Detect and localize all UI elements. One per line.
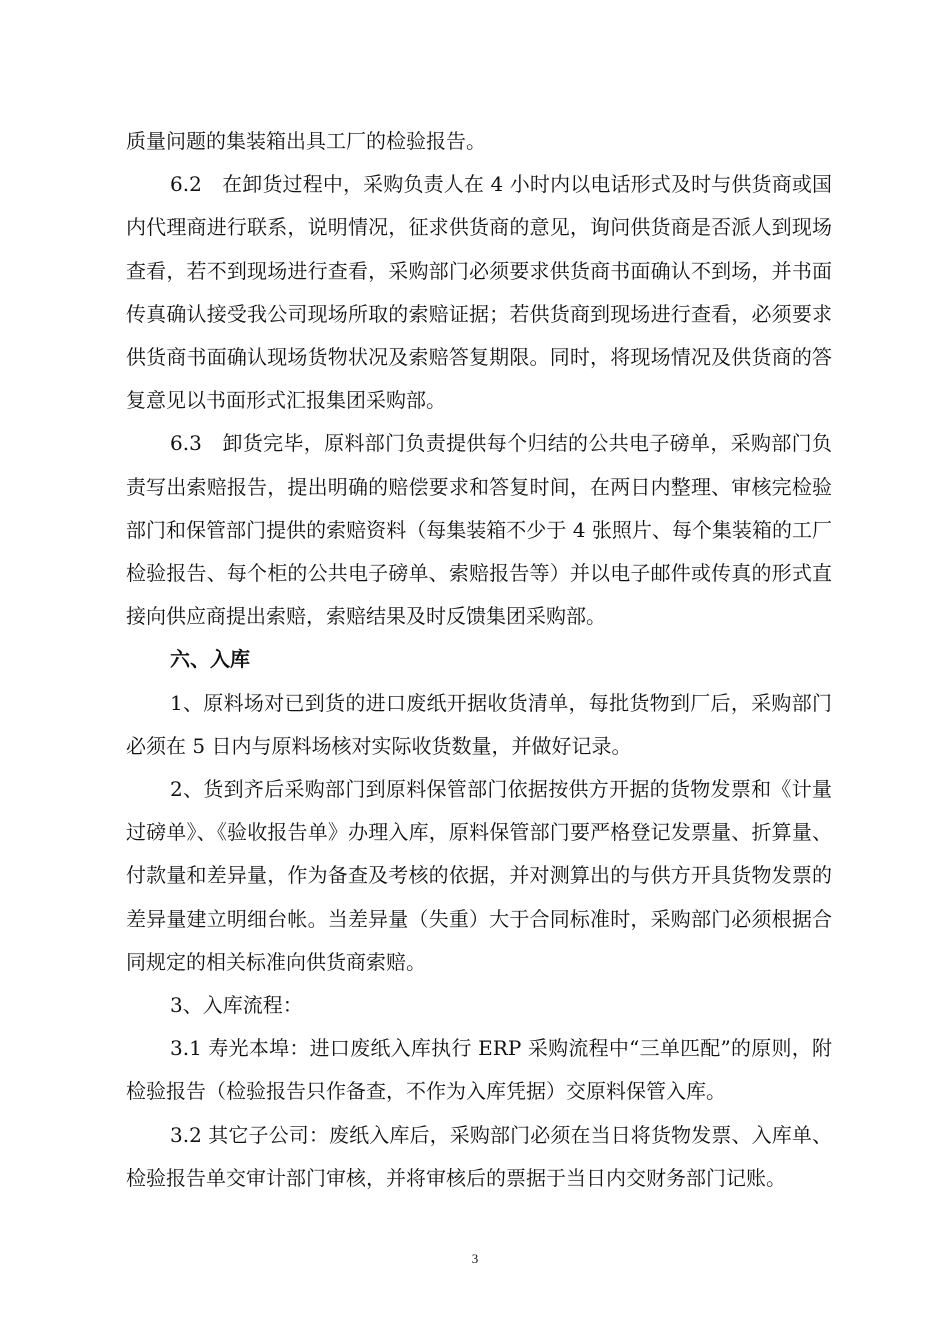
document-body — [126, 120, 832, 1200]
paragraph-item-3-2: 3.2 其它子公司：废纸入库后，采购部门必须在当日将货物发票、入库单、检验报告单交审计部门审核，并将审核后的票据于当日内交财务部门记账。 — [126, 1122, 832, 1190]
section-heading-warehousing: 六、入库 — [170, 647, 250, 672]
paragraph-item-1: 1、原料场对已到货的进口废纸开据收货清单，每批货物到厂后，采购部门必须在 5 日内与原料场核对实际收货数量，并做好记录。 — [126, 690, 832, 758]
page-number: 3 — [471, 1251, 479, 1266]
paragraph-item-2: 2、货到齐后采购部门到原料保管部门依据按供方开据的货物发票和《计量过磅单》、《验收报告单》办理入库，原料保管部门要严格登记发票量、折算量、付款量和差异量，作为备查及考核的依据，并对测算出的与供方开具货物发票的差异量建立明细台帐。当差异量（失重）大于合同标准时，采购部门必须根据合同规定的相关标准向供货商索赔。 — [126, 777, 832, 974]
paragraph-6-2: 6.2 在卸货过程中，采购负责人在 4 小时内以电话形式及时与供货商或国内代理商进行联系，说明情况，征求供货商的意见，询问供货商是否派人到现场查看，若不到现场进行查看，采购部门必须要求供货商书面确认不到场，并书面传真确认接受我公司现场所取的索赔证据；若供货商到现场进行查看，必须要求供货商书面确认现场货物状况及索赔答复期限。同时，将现场情况及供货商的答复意见以书面形式汇报集团采购部。 — [126, 172, 832, 413]
paragraph-6-3: 6.3 卸货完毕，原料部门负责提供每个归结的公共电子磅单，采购部门负责写出索赔报告，提出明确的赔偿要求和答复时间，在两日内整理、审核完检验部门和保管部门提供的索赔资料（每集装箱不少于 4 张照片、每个集装箱的工厂检验报告、每个柜的公共电子磅单、索赔报告等）并以电子邮件或传真的形式直接向供应商提出索赔，索赔结果及时反馈集团采购部。 — [126, 431, 832, 629]
paragraph-item-3-1: 3.1 寿光本埠：进口废纸入库执行 ERP 采购流程中“三单匹配”的原则，附检验报告（检验报告只作备查，不作为入库凭据）交原料保管入库。 — [126, 1036, 832, 1104]
paragraph-continuation: 质量问题的集装箱出具工厂的检验报告。 — [126, 129, 486, 153]
paragraph-item-3: 3、入库流程： — [170, 993, 303, 1018]
